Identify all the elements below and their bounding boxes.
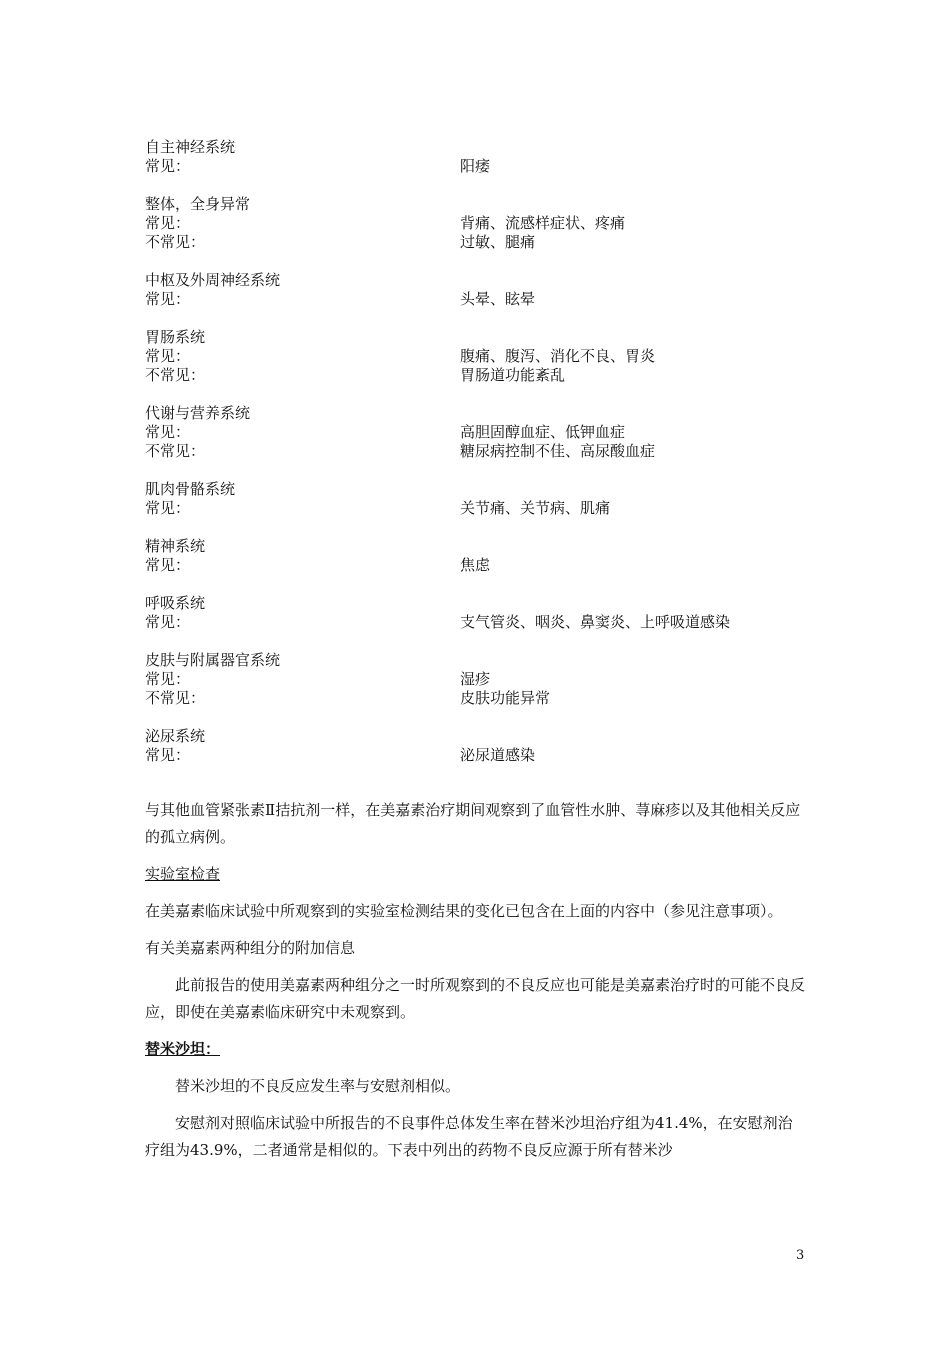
system-group (145, 594, 845, 632)
reaction-value: 背痛、流感样症状、疼痛 (460, 214, 626, 232)
reaction-value: 湿疹 (460, 670, 491, 688)
system-name: 泌尿系统 (145, 727, 206, 745)
system-group (145, 404, 845, 461)
system-name: 整体，全身异常 (145, 195, 251, 213)
paragraph-telmisartan-2: 安慰剂对照临床试验中所报告的不良事件总体发生率在替米沙坦治疗组为41.4%，在安慰剂治疗组为43.9%，二者通常是相似的。下表中列出的药物不良反应源于所有替米沙 (145, 1114, 793, 1159)
system-name: 呼吸系统 (145, 594, 206, 612)
reaction-value: 泌尿道感染 (460, 746, 536, 764)
system-group (145, 271, 845, 309)
reaction-value: 关节痛、关节病、肌痛 (460, 499, 611, 517)
adverse-reaction-list (145, 138, 845, 784)
reaction-value: 头晕、眩晕 (460, 290, 536, 308)
frequency-label: 常见： (145, 670, 191, 688)
reaction-value: 腹痛、腹泻、消化不良、胃炎 (460, 347, 656, 365)
paragraph-angioedema: 与其他血管紧张素Ⅱ拮抗剂一样，在美嘉素治疗期间观察到了血管性水肿、荨麻疹以及其他相关反应的孤立病例。 (145, 801, 801, 846)
heading-lab-tests: 实验室检查 (145, 865, 221, 883)
paragraph-components: 此前报告的使用美嘉素两种组分之一时所观察到的不良反应也可能是美嘉素治疗时的可能不良反应，即使在美嘉素临床研究中未观察到。 (145, 976, 806, 1021)
frequency-label: 常见： (145, 290, 191, 308)
frequency-label: 不常见： (145, 366, 206, 384)
system-name: 肌肉骨骼系统 (145, 480, 236, 498)
system-name: 胃肠系统 (145, 328, 206, 346)
system-group (145, 195, 845, 252)
paragraph-lab-tests: 在美嘉素临床试验中所观察到的实验室检测结果的变化已包含在上面的内容中（参见注意事项）。 (145, 902, 783, 920)
system-group (145, 651, 845, 708)
frequency-label: 常见： (145, 613, 191, 631)
system-name: 代谢与营养系统 (145, 404, 251, 422)
page-number: 3 (796, 1248, 805, 1263)
reaction-value: 高胆固醇血症、低钾血症 (460, 423, 626, 441)
frequency-label: 常见： (145, 423, 191, 441)
frequency-label: 不常见： (145, 689, 206, 707)
system-name: 自主神经系统 (145, 138, 236, 156)
frequency-label: 常见： (145, 157, 191, 175)
system-group (145, 727, 845, 765)
system-group (145, 480, 845, 518)
frequency-label: 不常见： (145, 442, 206, 460)
system-name: 中枢及外周神经系统 (145, 271, 281, 289)
reaction-value: 阳痿 (460, 157, 491, 175)
reaction-value: 糖尿病控制不佳、高尿酸血症 (460, 442, 656, 460)
reaction-value: 焦虑 (460, 556, 491, 574)
system-name: 皮肤与附属器官系统 (145, 651, 281, 669)
frequency-label: 常见： (145, 556, 191, 574)
frequency-label: 不常见： (145, 233, 206, 251)
heading-components: 有关美嘉素两种组分的附加信息 (145, 939, 356, 957)
reaction-value: 支气管炎、咽炎、鼻窦炎、上呼吸道感染 (460, 613, 731, 631)
heading-telmisartan: 替米沙坦： (145, 1040, 221, 1058)
reaction-value: 过敏、腿痛 (460, 233, 536, 251)
system-name: 精神系统 (145, 537, 206, 555)
frequency-label: 常见： (145, 214, 191, 232)
body-text (145, 797, 805, 1174)
paragraph-telmisartan-1: 替米沙坦的不良反应发生率与安慰剂相似。 (175, 1077, 461, 1095)
frequency-label: 常见： (145, 499, 191, 517)
system-group (145, 138, 845, 176)
reaction-value: 胃肠道功能紊乱 (460, 366, 566, 384)
system-group (145, 537, 845, 575)
reaction-value: 皮肤功能异常 (460, 689, 551, 707)
system-group (145, 328, 845, 385)
frequency-label: 常见： (145, 347, 191, 365)
frequency-label: 常见： (145, 746, 191, 764)
